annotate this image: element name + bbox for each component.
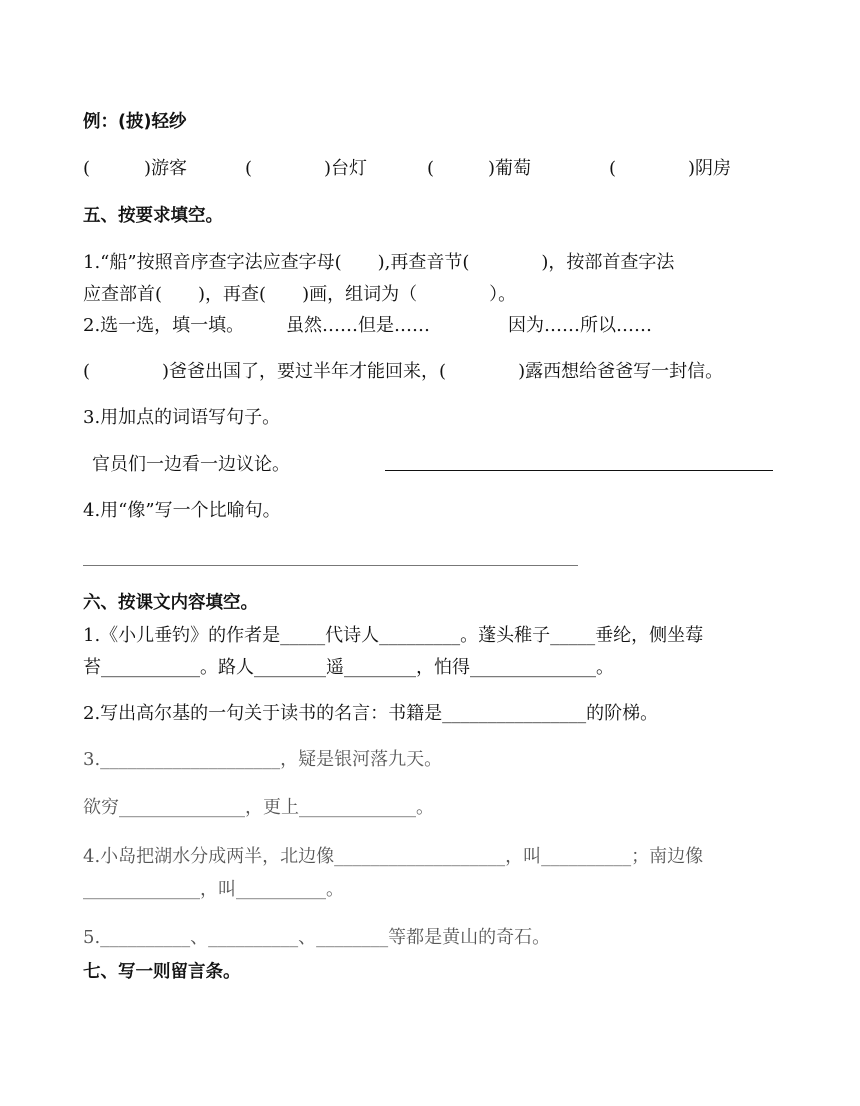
fill-word-1[interactable]: ( )游客 — [83, 158, 188, 179]
s6-q4-line2[interactable]: _____________，叫__________。 — [83, 879, 344, 900]
section-5-title: 五、按要求填空。 — [83, 206, 223, 226]
section-6-title: 六、按课文内容填空。 — [83, 593, 258, 613]
fill-words-row — [83, 157, 783, 181]
s5-q3-prompt: 3.用加点的词语写句子。 — [83, 407, 281, 428]
s5-q2-option-2: 因为……所以…… — [508, 315, 652, 336]
example-line: 例：(披)轻纱 — [83, 112, 187, 132]
s6-q1-line1[interactable]: 1.《小儿垂钓》的作者是_____代诗人_________。蓬头稚子_____垂纶，侧坐莓 — [83, 625, 704, 646]
s6-q2[interactable]: 2.写出高尔基的一句关于读书的名言：书籍是________________的阶梯。 — [83, 703, 659, 724]
s5-q3-answer-line[interactable] — [385, 470, 773, 471]
s5-q3-sentence: 官员们一边看一边议论。 — [92, 454, 290, 475]
s5-q1-line1[interactable]: 1.“船”按照音序查字法应查字母( ),再查音节( )，按部首查字法 — [83, 252, 675, 273]
fill-word-3[interactable]: ( )葡萄 — [427, 158, 532, 179]
s5-q2-label: 2.选一选，填一填。 — [83, 315, 245, 336]
s5-q4-answer-line[interactable] — [83, 565, 578, 566]
fill-word-2[interactable]: ( )台灯 — [245, 158, 368, 179]
s6-q4-line1[interactable]: 4.小岛把湖水分成两半，北边像___________________，叫__________；南边像 — [83, 846, 704, 867]
s5-q2-row — [83, 314, 783, 338]
fill-word-4[interactable]: ( )阴房 — [609, 158, 732, 179]
s5-q2-option-1: 虽然……但是…… — [286, 315, 430, 336]
s5-q2-sentence[interactable]: ( )爸爸出国了，要过半年才能回来，( )露西想给爸爸写一封信。 — [83, 361, 724, 382]
s6-q1-line2[interactable]: 苔___________。路人________遥________，怕得______________。 — [83, 657, 614, 678]
s6-q3-line1[interactable]: 3.____________________，疑是银河落九天。 — [83, 749, 443, 770]
s5-q4-prompt: 4.用“像”写一个比喻句。 — [83, 500, 281, 521]
s6-q5[interactable]: 5.__________、__________、________等都是黄山的奇石。 — [83, 927, 551, 948]
section-7-title: 七、写一则留言条。 — [83, 962, 241, 982]
s5-q1-line2[interactable]: 应查部首( )，再查( )画，组词为（ ）。 — [83, 284, 517, 305]
s6-q3-line2[interactable]: 欲穷______________，更上_____________。 — [83, 797, 434, 818]
